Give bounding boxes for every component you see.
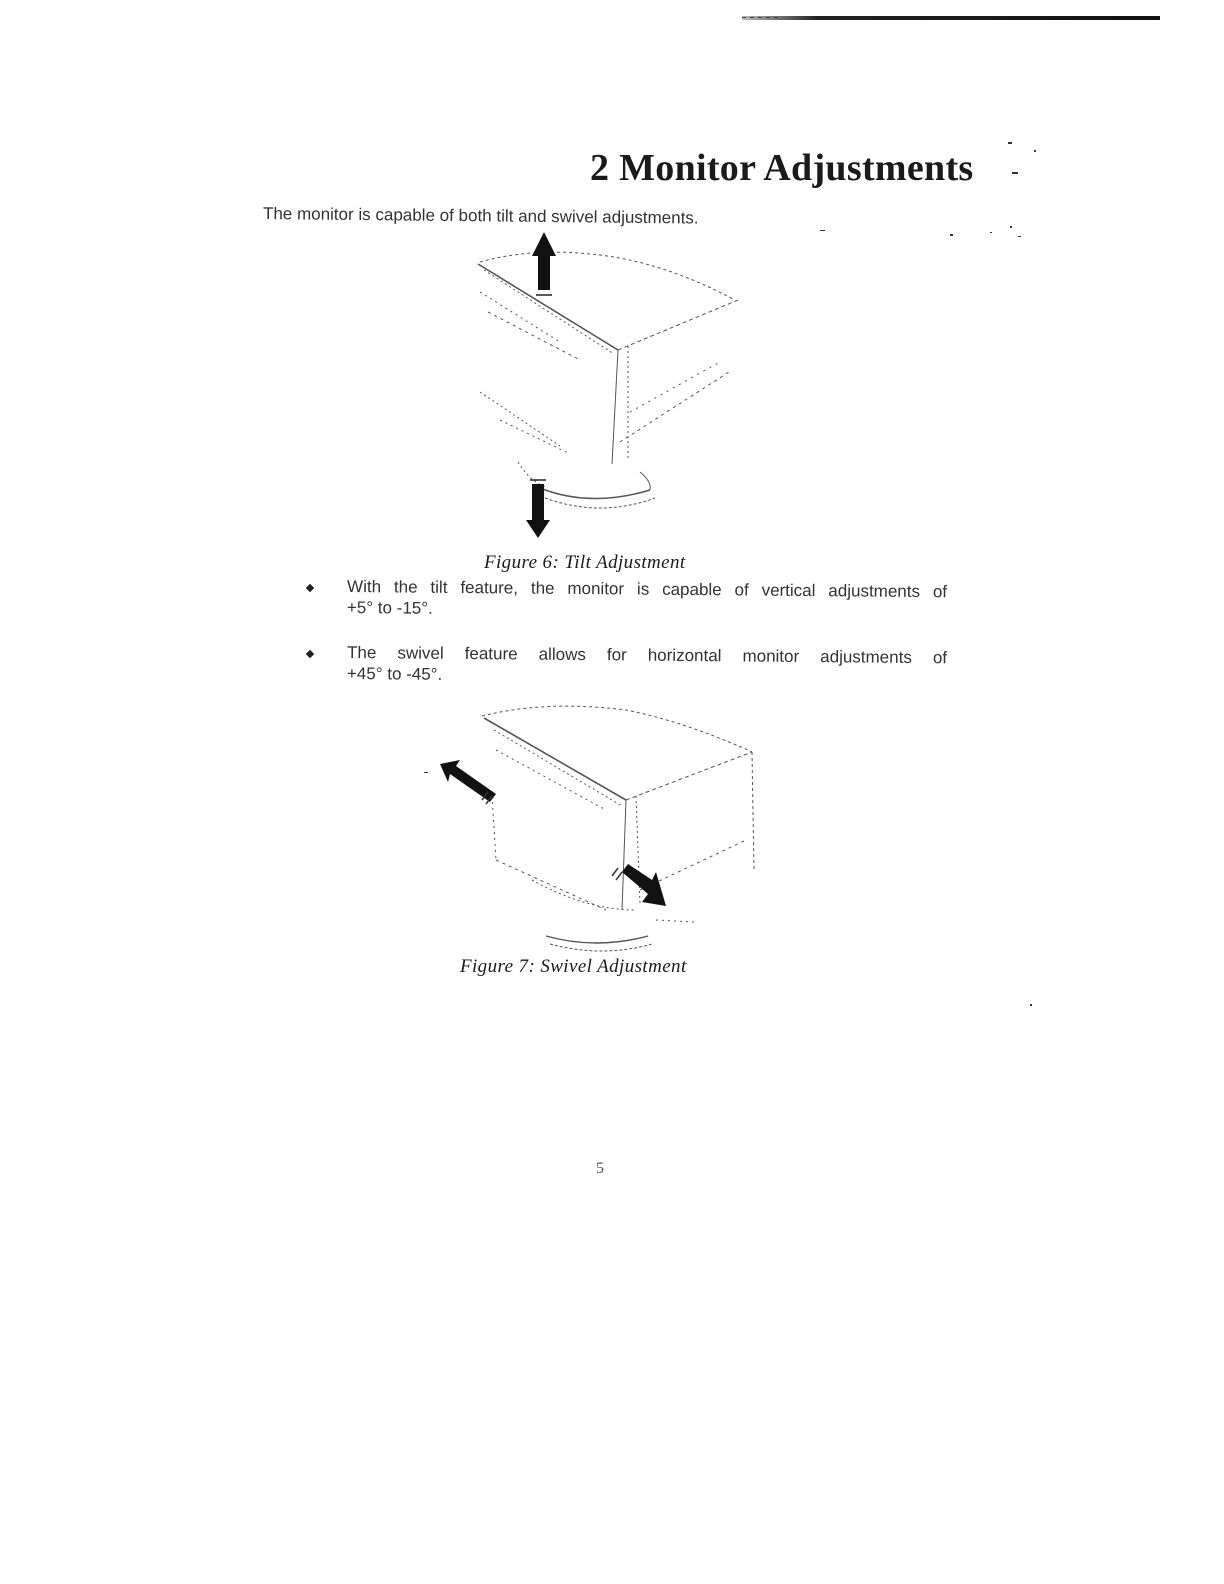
scan-speck — [950, 234, 953, 236]
swivel-figure — [436, 700, 766, 956]
arrow-right-icon — [612, 864, 666, 906]
scan-speck — [1018, 236, 1021, 237]
scan-speck — [1034, 150, 1036, 152]
scan-speck — [424, 772, 428, 773]
diamond-bullet-icon — [306, 650, 314, 658]
swivel-monitor-illustration — [436, 700, 766, 956]
intro-paragraph: The monitor is capable of both tilt and swivel adjustments. — [262, 204, 699, 228]
arrow-down-icon — [526, 480, 550, 538]
scan-speck — [990, 232, 992, 233]
scan-speck — [1010, 226, 1012, 228]
scan-speck — [1008, 142, 1012, 144]
page-number: 5 — [596, 1160, 604, 1177]
scan-speck — [820, 230, 825, 231]
bullet-text: With the tilt feature, the monitor is capable of vertical adjustments of +5° to -15°. — [346, 577, 948, 618]
tilt-figure — [470, 232, 750, 542]
figure-6-caption: Figure 6: Tilt Adjustment — [484, 552, 686, 573]
scan-speck — [1012, 172, 1018, 174]
page-title: 2 Monitor Adjustments — [590, 147, 974, 189]
header-rule — [742, 16, 1160, 20]
figure-7-caption: Figure 7: Swivel Adjustment — [460, 956, 687, 977]
diamond-bullet-icon — [306, 584, 314, 592]
scan-speck — [1030, 1004, 1032, 1006]
bullet-text: The swivel feature allows for horizontal monitor adjustments of +45° to -45°. — [346, 643, 948, 684]
arrow-left-icon — [440, 760, 496, 804]
arrow-up-icon — [532, 232, 556, 295]
tilt-monitor-illustration — [470, 232, 750, 542]
